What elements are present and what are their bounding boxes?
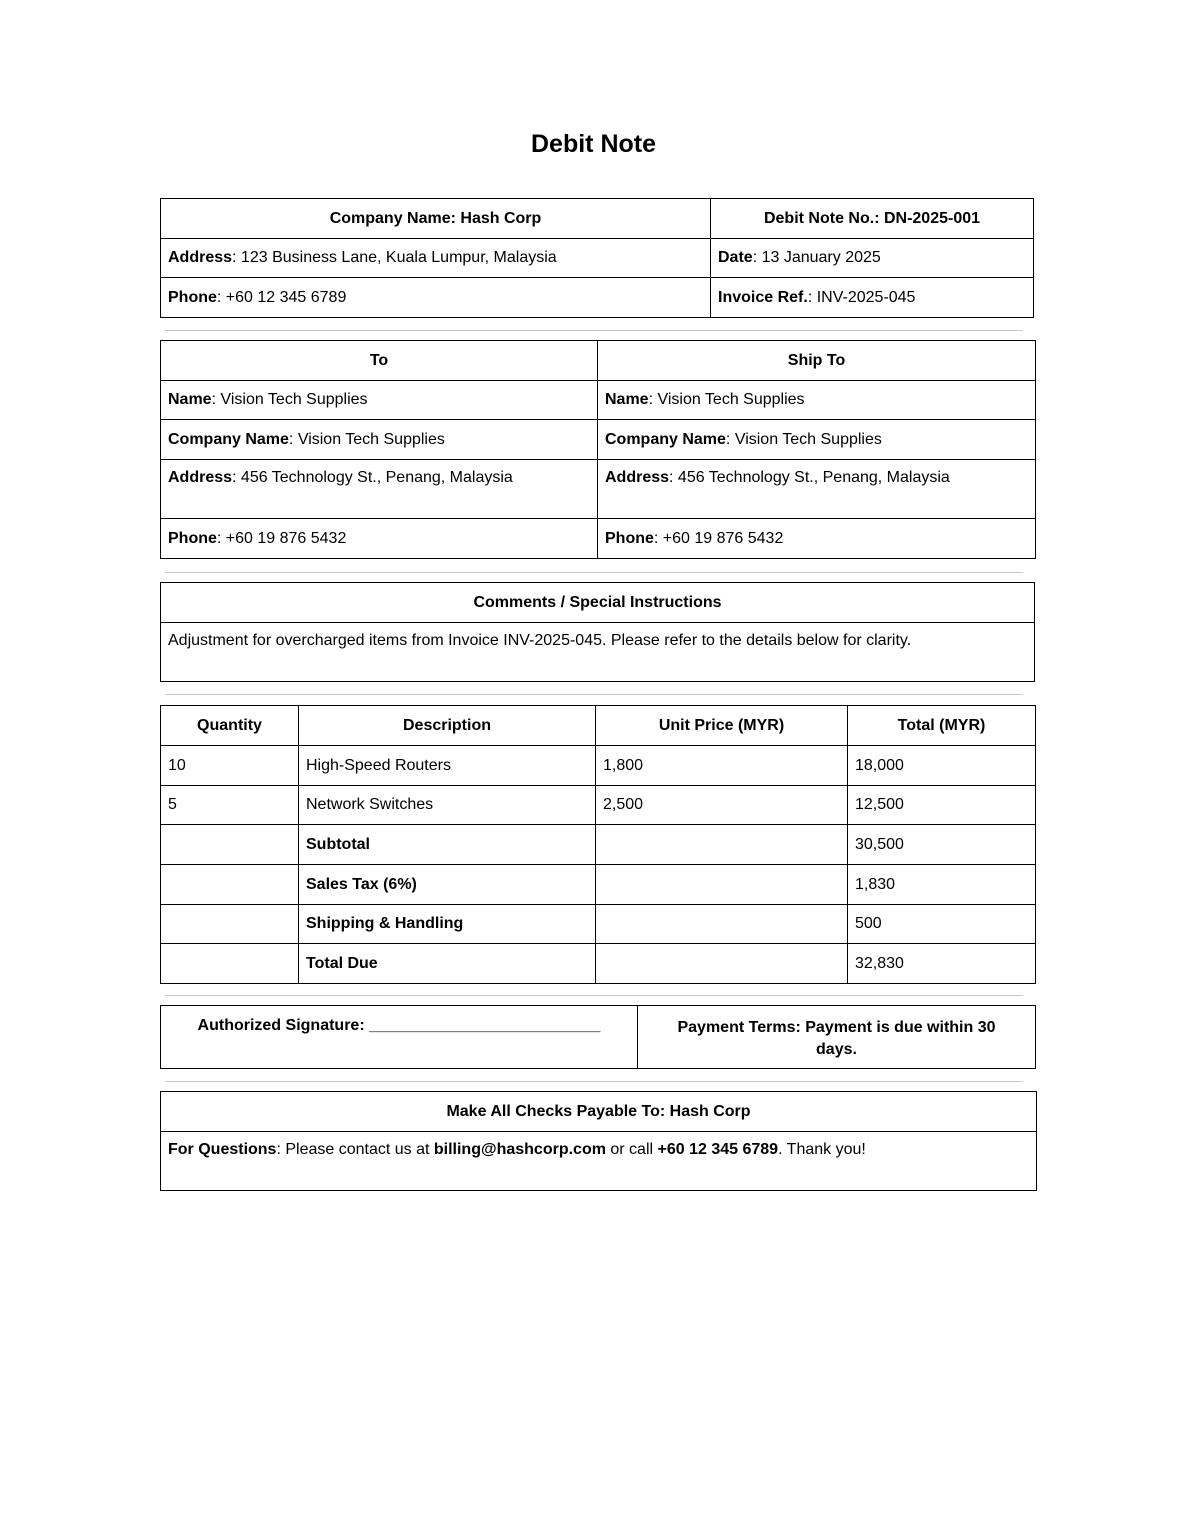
items-table <box>160 705 1036 984</box>
company-name-cell <box>161 199 711 239</box>
ship-name-label: Name <box>605 391 649 408</box>
ship-phone-label: Phone <box>605 529 654 547</box>
to-name-cell: Name: Vision Tech Supplies <box>161 381 598 420</box>
summary-row <box>161 865 1036 905</box>
summary-row <box>161 905 1036 944</box>
total-due-value: 32,830 <box>848 944 1036 984</box>
empty-cell <box>596 944 848 984</box>
sales-tax-value: 1,830 <box>848 865 1036 905</box>
item-unit-price: 2,500 <box>596 786 848 825</box>
empty-cell <box>161 944 299 984</box>
to-phone: +60 19 876 5432 <box>225 529 347 547</box>
recipient-table <box>160 340 1036 559</box>
company-address-cell: Address: 123 Business Lane, Kuala Lumpur, Malaysia <box>161 239 711 278</box>
to-address-cell: Address: 456 Technology St., Penang, Malaysia <box>161 460 598 519</box>
divider <box>165 995 1023 996</box>
company-phone: +60 12 345 6789 <box>225 288 347 306</box>
signature-table <box>160 1005 1036 1069</box>
payment-terms: Payment Terms: Payment is due within 30 days. <box>638 1006 1036 1069</box>
ship-address-cell: Address: 456 Technology St., Penang, Malaysia <box>598 460 1036 519</box>
subtotal-label: Subtotal <box>299 825 596 865</box>
to-phone-cell: Phone: +60 19 876 5432 <box>161 519 598 559</box>
item-description: High-Speed Routers <box>299 746 596 786</box>
to-header: To <box>161 341 598 381</box>
summary-row <box>161 944 1036 984</box>
column-header: Description <box>299 706 596 746</box>
company-address-label: Address <box>168 249 233 266</box>
empty-cell <box>161 865 299 905</box>
item-description: Network Switches <box>299 786 596 825</box>
questions-text <box>161 1132 1037 1191</box>
date-value: 13 January 2025 <box>761 249 881 266</box>
to-address-label: Address <box>168 469 233 486</box>
company-name: Hash Corp <box>460 209 542 227</box>
to-company-label: Company Name <box>168 430 289 448</box>
item-quantity: 10 <box>161 746 299 786</box>
date-label: Date <box>718 249 753 266</box>
page-title: Debit Note <box>531 130 656 158</box>
empty-cell <box>596 825 848 865</box>
empty-cell <box>596 865 848 905</box>
debit-note-number-label: Debit Note No.: <box>763 209 880 227</box>
company-name-label: Company Name: <box>329 209 456 227</box>
summary-row <box>161 825 1036 865</box>
item-total: 12,500 <box>848 786 1036 825</box>
to-name: Vision Tech Supplies <box>220 391 368 408</box>
column-header: Total (MYR) <box>848 706 1036 746</box>
checks-payable <box>161 1092 1037 1132</box>
item-unit-price: 1,800 <box>596 746 848 786</box>
subtotal-value: 30,500 <box>848 825 1036 865</box>
ship-phone-cell: Phone: +60 19 876 5432 <box>598 519 1036 559</box>
column-header: Quantity <box>161 706 299 746</box>
contact-phone: +60 12 345 6789 <box>657 1141 779 1158</box>
invoice-ref: INV-2025-045 <box>816 288 916 306</box>
company-phone-cell: Phone: +60 12 345 6789 <box>161 278 711 318</box>
contact-email: billing@hashcorp.com <box>433 1141 606 1158</box>
sales-tax-label: Sales Tax (6%) <box>299 865 596 905</box>
date-cell: Date: 13 January 2025 <box>711 239 1034 278</box>
comments-text: Adjustment for overcharged items from Invoice INV-2025-045. Please refer to the details below for clarity. <box>161 623 1035 682</box>
to-phone-label: Phone <box>168 529 217 547</box>
questions-label: For Questions <box>168 1141 277 1158</box>
ship-address-label: Address <box>605 469 670 486</box>
debit-note-number: DN-2025-001 <box>883 209 981 227</box>
comments-header: Comments / Special Instructions <box>161 583 1035 623</box>
divider <box>165 694 1023 695</box>
empty-cell <box>161 905 299 944</box>
item-total: 18,000 <box>848 746 1036 786</box>
invoice-ref-cell: Invoice Ref.: INV-2025-045 <box>711 278 1034 318</box>
ship-phone: +60 19 876 5432 <box>662 529 784 547</box>
ship-company-label: Company Name <box>605 430 726 448</box>
shipping-label: Shipping & Handling <box>299 905 596 944</box>
ship-name: Vision Tech Supplies <box>657 391 805 408</box>
company-address: 123 Business Lane, Kuala Lumpur, Malaysia <box>240 249 557 266</box>
footer-table <box>160 1091 1037 1191</box>
column-header: Unit Price (MYR) <box>596 706 848 746</box>
to-address: 456 Technology St., Penang, Malaysia <box>240 469 513 486</box>
checks-payee: Hash Corp <box>669 1102 751 1120</box>
to-company-cell: Company Name: Vision Tech Supplies <box>161 420 598 460</box>
ship-company-cell: Company Name: Vision Tech Supplies <box>598 420 1036 460</box>
divider <box>165 330 1023 331</box>
table-row <box>161 746 1036 786</box>
to-company: Vision Tech Supplies <box>297 430 445 448</box>
comments-table <box>160 582 1035 682</box>
ship-address: 456 Technology St., Penang, Malaysia <box>677 469 950 486</box>
ship-name-cell: Name: Vision Tech Supplies <box>598 381 1036 420</box>
company-phone-label: Phone <box>168 288 217 306</box>
table-row <box>161 786 1036 825</box>
shipping-value: 500 <box>848 905 1036 944</box>
empty-cell <box>161 825 299 865</box>
company-table <box>160 198 1034 318</box>
ship-company: Vision Tech Supplies <box>734 430 882 448</box>
divider <box>165 572 1023 573</box>
total-due-label: Total Due <box>299 944 596 984</box>
invoice-ref-label: Invoice Ref. <box>718 288 808 306</box>
divider <box>165 1081 1023 1082</box>
checks-label: Make All Checks Payable To: <box>446 1102 666 1120</box>
to-name-label: Name <box>168 391 212 408</box>
questions-pre: : Please contact us at <box>276 1141 434 1158</box>
empty-cell <box>596 905 848 944</box>
debit-note-number-cell <box>711 199 1034 239</box>
questions-post: . Thank you! <box>778 1141 866 1158</box>
questions-mid: or call <box>605 1141 658 1158</box>
authorized-signature: Authorized Signature: __________________________ <box>161 1006 638 1069</box>
item-quantity: 5 <box>161 786 299 825</box>
ship-to-header: Ship To <box>598 341 1036 381</box>
